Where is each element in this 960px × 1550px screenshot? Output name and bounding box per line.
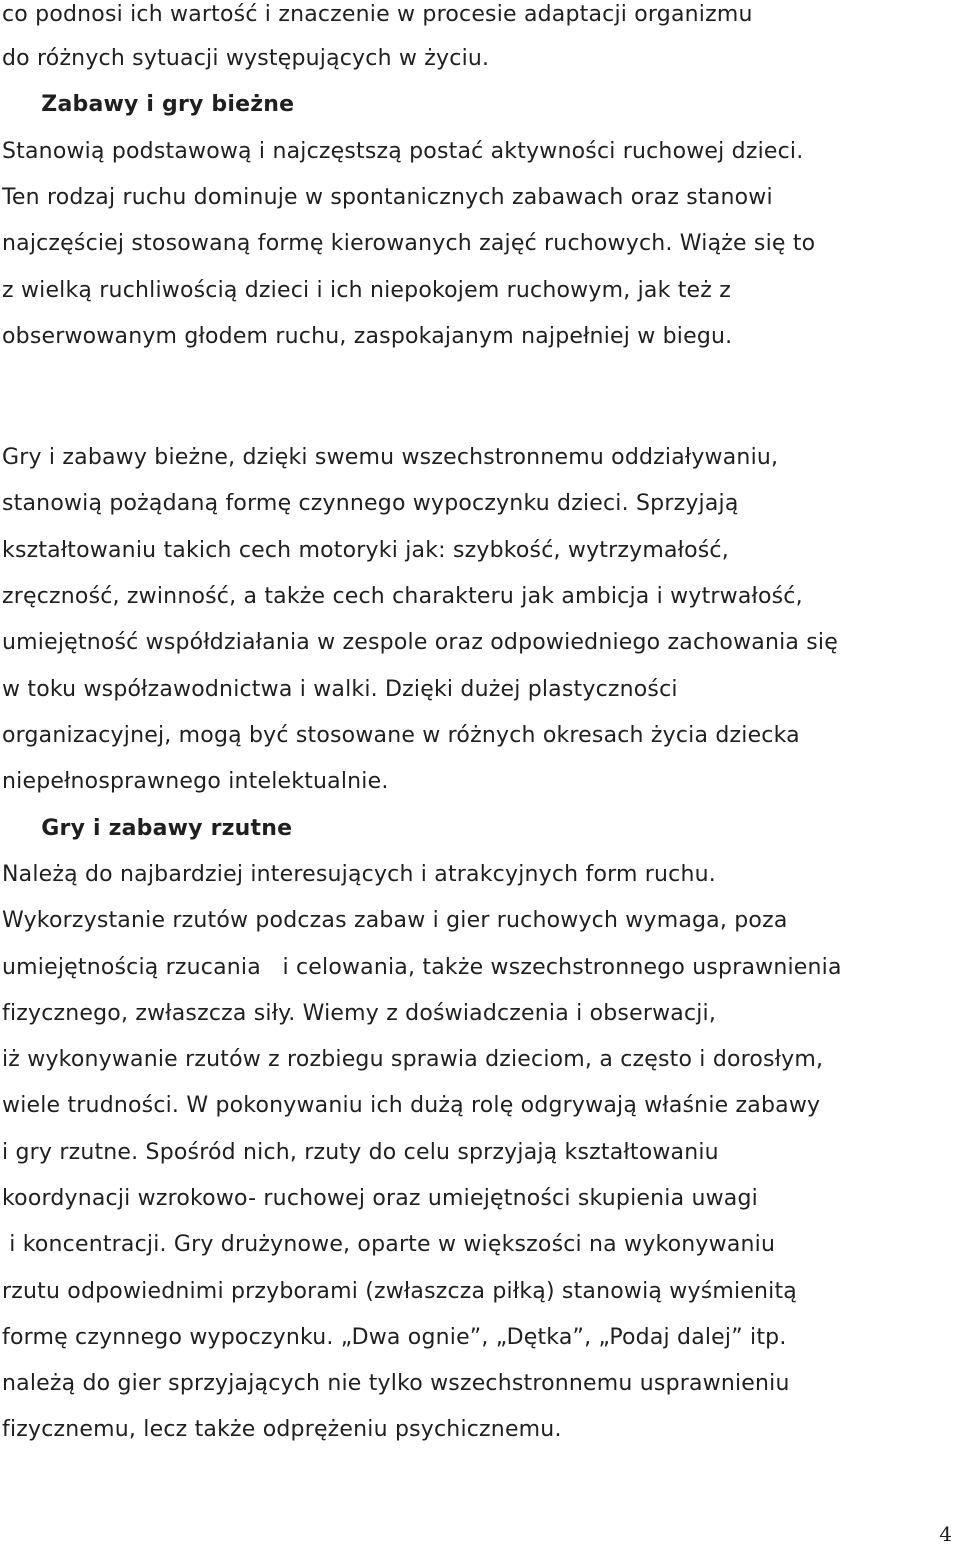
paragraph-line: umiejętność współdziałania w zespole oraz odpowiedniego zachowania się bbox=[2, 630, 838, 655]
paragraph-line: Ten rodzaj ruchu dominuje w spontanicznych zabawach oraz stanowi bbox=[2, 185, 773, 210]
page-number: 4 bbox=[939, 1522, 952, 1546]
paragraph-line: obserwowanym głodem ruchu, zaspokajanym najpełniej w biegu. bbox=[2, 324, 733, 349]
paragraph-line: do różnych sytuacji występujących w życiu. bbox=[2, 46, 490, 71]
paragraph-line: stanowią pożądaną formę czynnego wypoczynku dzieci. Sprzyjają bbox=[2, 491, 739, 516]
section-heading: Zabawy i gry bieżne bbox=[2, 92, 295, 117]
paragraph-line: Wykorzystanie rzutów podczas zabaw i gier ruchowych wymaga, poza bbox=[2, 908, 788, 933]
paragraph-line: wiele trudności. W pokonywaniu ich dużą rolę odgrywają właśnie zabawy bbox=[2, 1093, 821, 1118]
paragraph-line: kształtowaniu takich cech motoryki jak: szybkość, wytrzymałość, bbox=[2, 538, 729, 563]
section-heading: Gry i zabawy rzutne bbox=[2, 816, 293, 841]
paragraph-line: co podnosi ich wartość i znaczenie w procesie adaptacji organizmu bbox=[2, 2, 753, 27]
paragraph-line: iż wykonywanie rzutów z rozbiegu sprawia dzieciom, a często i dorosłym, bbox=[2, 1047, 824, 1072]
paragraph-line: z wielką ruchliwością dzieci i ich niepokojem ruchowym, jak też z bbox=[2, 278, 731, 303]
paragraph-line: formę czynnego wypoczynku. „Dwa ognie”, „Dętka”, „Podaj dalej” itp. bbox=[2, 1325, 787, 1350]
paragraph-line: Gry i zabawy bieżne, dzięki swemu wszechstronnemu oddziaływaniu, bbox=[2, 445, 779, 470]
paragraph-line: fizycznemu, lecz także odprężeniu psychicznemu. bbox=[2, 1417, 562, 1442]
paragraph-line: Stanowią podstawową i najczęstszą postać aktywności ruchowej dzieci. bbox=[2, 139, 804, 164]
paragraph-line: należą do gier sprzyjających nie tylko wszechstronnemu usprawnieniu bbox=[2, 1371, 790, 1396]
paragraph-line: zręczność, zwinność, a także cech charakteru jak ambicja i wytrwałość, bbox=[2, 584, 803, 609]
paragraph-line: umiejętnością rzucania i celowania, także wszechstronnego usprawnienia bbox=[2, 955, 842, 980]
paragraph-line: rzutu odpowiednimi przyborami (zwłaszcza piłką) stanowią wyśmienitą bbox=[2, 1279, 797, 1304]
paragraph-line: fizycznego, zwłaszcza siły. Wiemy z doświadczenia i obserwacji, bbox=[2, 1001, 717, 1026]
paragraph-line: Należą do najbardziej interesujących i atrakcyjnych form ruchu. bbox=[2, 862, 716, 887]
paragraph-line: niepełnosprawnego intelektualnie. bbox=[2, 769, 389, 794]
paragraph-line: koordynacji wzrokowo- ruchowej oraz umiejętności skupienia uwagi bbox=[2, 1186, 758, 1211]
paragraph-line: najczęściej stosowaną formę kierowanych zajęć ruchowych. Wiąże się to bbox=[2, 231, 816, 256]
paragraph-line: w toku współzawodnictwa i walki. Dzięki dużej plastyczności bbox=[2, 677, 678, 702]
paragraph-line: i koncentracji. Gry drużynowe, oparte w większości na wykonywaniu bbox=[2, 1232, 776, 1257]
paragraph-line: i gry rzutne. Spośród nich, rzuty do celu sprzyjają kształtowaniu bbox=[2, 1140, 719, 1165]
paragraph-line: organizacyjnej, mogą być stosowane w różnych okresach życia dziecka bbox=[2, 723, 800, 748]
